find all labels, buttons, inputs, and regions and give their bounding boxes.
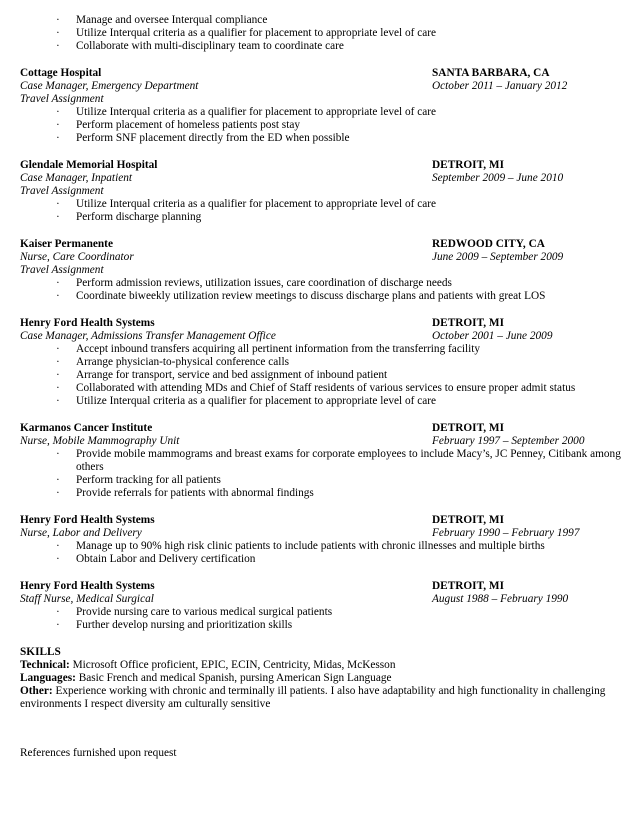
bullet-item: · Manage and oversee Interqual compliance bbox=[56, 14, 630, 27]
employer-name: Kaiser Permanente bbox=[20, 238, 113, 250]
job-dates: February 1997 – September 2000 bbox=[432, 435, 585, 447]
job-dates: August 1988 – February 1990 bbox=[432, 593, 569, 605]
job-bullet-list bbox=[20, 277, 630, 303]
bullet-item: · Provide mobile mammograms and breast exams for corporate employees to include Macy’s, JC Penney, Citibank among others bbox=[56, 448, 630, 474]
job-bullet-list bbox=[20, 343, 630, 408]
employer-name: Cottage Hospital bbox=[20, 67, 102, 79]
references-line: References furnished upon request bbox=[20, 747, 177, 759]
job-location: DETROIT, MI bbox=[432, 159, 504, 171]
skills-other-text: Experience working with chronic and terminally ill patients. I also have adaptability and high functionality in challenging environments I respect diversity am culturally sensitive bbox=[20, 685, 606, 710]
job-title: Case Manager, Inpatient bbox=[20, 172, 133, 184]
top-bullet-list bbox=[20, 14, 630, 53]
bullet-item: · Further develop nursing and prioritization skills bbox=[56, 619, 630, 632]
job-title: Staff Nurse, Medical Surgical bbox=[20, 593, 154, 605]
skills-languages-label: Languages: bbox=[20, 672, 76, 684]
skills-technical bbox=[20, 659, 630, 672]
bullet-item: · Manage up to 90% high risk clinic patients to include patients with chronic illnesses and multiple births bbox=[56, 540, 630, 553]
skills-languages-text: Basic French and medical Spanish, pursing American Sign Language bbox=[78, 672, 392, 684]
bullet-item: · Utilize Interqual criteria as a qualifier for placement to appropriate level of care bbox=[56, 106, 630, 119]
job-entry bbox=[20, 580, 630, 632]
bullet-item: · Arrange physician-to-physical conference calls bbox=[56, 356, 630, 369]
skills-technical-text: Microsoft Office proficient, EPIC, ECIN, Centricity, Midas, McKesson bbox=[72, 659, 396, 671]
job-title: Nurse, Labor and Delivery bbox=[20, 527, 142, 539]
bullet-item: · Perform SNF placement directly from the ED when possible bbox=[56, 132, 630, 145]
resume-page bbox=[20, 14, 630, 760]
bullet-item: · Provide referrals for patients with abnormal findings bbox=[56, 487, 630, 500]
job-entry bbox=[20, 159, 630, 224]
bullet-item: · Perform placement of homeless patients post stay bbox=[56, 119, 630, 132]
job-location: DETROIT, MI bbox=[432, 422, 504, 434]
bullet-item: · Provide nursing care to various medical surgical patients bbox=[56, 606, 630, 619]
job-title: Nurse, Mobile Mammography Unit bbox=[20, 435, 180, 447]
bullet-item: · Accept inbound transfers acquiring all pertinent information from the transferring facility bbox=[56, 343, 630, 356]
bullet-item: · Perform discharge planning bbox=[56, 211, 630, 224]
job-location: SANTA BARBARA, CA bbox=[432, 67, 550, 79]
employer-name: Henry Ford Health Systems bbox=[20, 317, 155, 329]
job-location: DETROIT, MI bbox=[432, 317, 504, 329]
employer-name: Henry Ford Health Systems bbox=[20, 580, 155, 592]
job-entry bbox=[20, 422, 630, 500]
job-title: Case Manager, Admissions Transfer Management Office bbox=[20, 330, 276, 342]
job-bullet-list bbox=[20, 448, 630, 500]
job-title: Case Manager, Emergency Department bbox=[20, 80, 199, 92]
job-bullet-list bbox=[20, 106, 630, 145]
job-location: REDWOOD CITY, CA bbox=[432, 238, 545, 250]
employer-name: Karmanos Cancer Institute bbox=[20, 422, 153, 434]
skills-heading: SKILLS bbox=[20, 646, 61, 658]
bullet-item: · Utilize Interqual criteria as a qualifier for placement to appropriate level of care bbox=[56, 27, 630, 40]
skills-section bbox=[20, 646, 630, 711]
job-title: Nurse, Care Coordinator bbox=[20, 251, 134, 263]
job-dates: October 2011 – January 2012 bbox=[432, 80, 568, 92]
job-entry bbox=[20, 514, 630, 566]
job-bullet-list bbox=[20, 198, 630, 224]
assignment-note: Travel Assignment bbox=[20, 264, 104, 276]
job-bullet-list bbox=[20, 606, 630, 632]
bullet-item: · Coordinate biweekly utilization review meetings to discuss discharge plans and patients with great LOS bbox=[56, 290, 630, 303]
bullet-item: · Collaborate with multi-disciplinary team to coordinate care bbox=[56, 40, 630, 53]
skills-other bbox=[20, 685, 630, 711]
job-dates: September 2009 – June 2010 bbox=[432, 172, 564, 184]
assignment-note: Travel Assignment bbox=[20, 185, 104, 197]
bullet-item: · Perform tracking for all patients bbox=[56, 474, 630, 487]
employer-name: Henry Ford Health Systems bbox=[20, 514, 155, 526]
job-dates: June 2009 – September 2009 bbox=[432, 251, 564, 263]
job-entry bbox=[20, 317, 630, 408]
skills-languages bbox=[20, 672, 630, 685]
bullet-item: · Collaborated with attending MDs and Chief of Staff residents of various services to ensure proper admit status bbox=[56, 382, 630, 395]
job-dates: October 2001 – June 2009 bbox=[432, 330, 553, 342]
employer-name: Glendale Memorial Hospital bbox=[20, 159, 158, 171]
job-entry bbox=[20, 238, 630, 303]
bullet-item: · Obtain Labor and Delivery certification bbox=[56, 553, 630, 566]
skills-technical-label: Technical: bbox=[20, 659, 70, 671]
skills-other-label: Other: bbox=[20, 685, 53, 697]
job-location: DETROIT, MI bbox=[432, 580, 504, 592]
bullet-item: · Arrange for transport, service and bed assignment of inbound patient bbox=[56, 369, 630, 382]
job-bullet-list bbox=[20, 540, 630, 566]
job-dates: February 1990 – February 1997 bbox=[432, 527, 580, 539]
assignment-note: Travel Assignment bbox=[20, 93, 104, 105]
bullet-item: · Utilize Interqual criteria as a qualifier for placement to appropriate level of care bbox=[56, 198, 630, 211]
job-location: DETROIT, MI bbox=[432, 514, 504, 526]
bullet-item: · Utilize Interqual criteria as a qualifier for placement to appropriate level of care bbox=[56, 395, 630, 408]
bullet-item: · Perform admission reviews, utilization issues, care coordination of discharge needs bbox=[56, 277, 630, 290]
job-entry bbox=[20, 67, 630, 145]
